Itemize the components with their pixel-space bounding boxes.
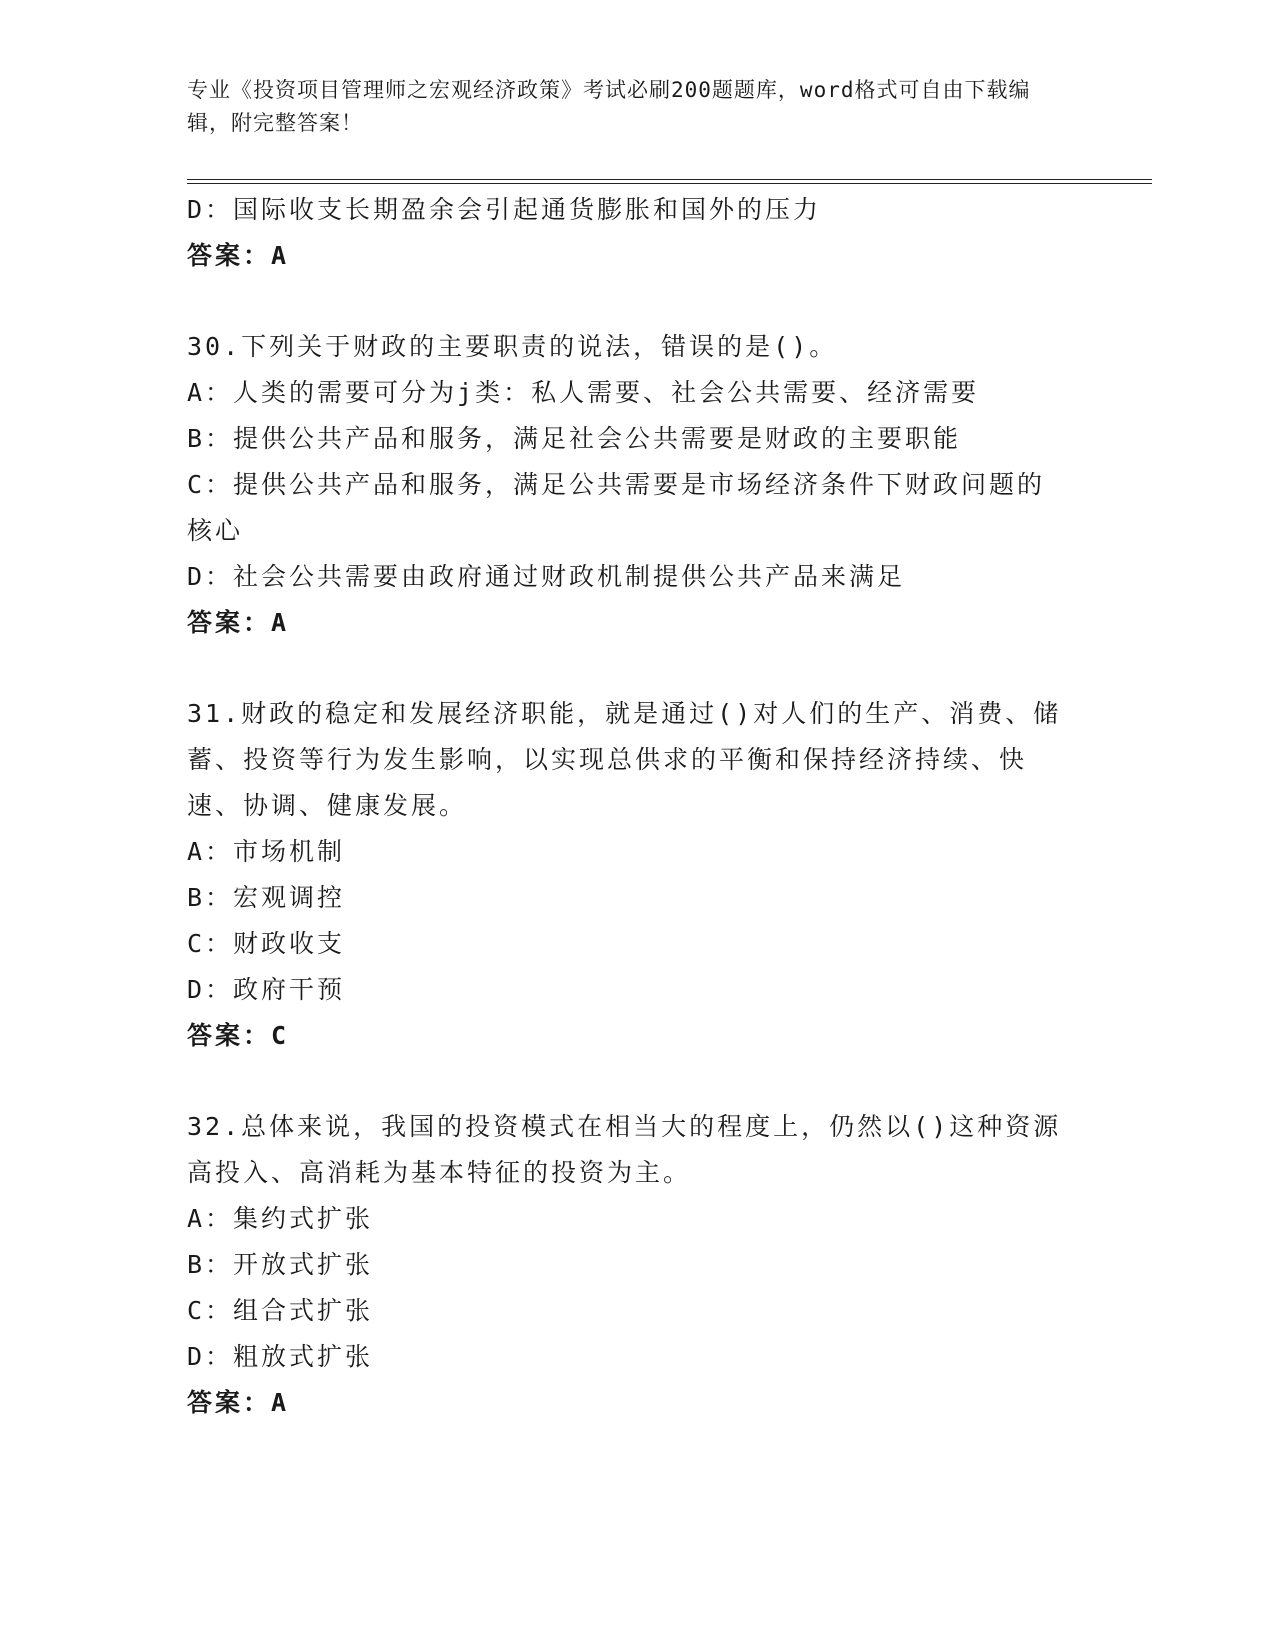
option-a: A：集约式扩张: [187, 1204, 374, 1233]
option-c: C：财政收支: [187, 929, 346, 958]
option-b: B：宏观调控: [187, 883, 346, 912]
option-d: D：粗放式扩张: [187, 1342, 374, 1371]
question-stem: 32.总体来说，我国的投资模式在相当大的程度上，仍然以()这种资源高投入、高消耗为基本特征的投资为主。: [187, 1112, 1062, 1187]
answer: 答案：A: [187, 241, 290, 270]
answer: 答案：C: [187, 1021, 290, 1050]
question-stem: 31.财政的稳定和发展经济职能，就是通过()对人们的生产、消费、储蓄、投资等行为发生影响，以实现总供求的平衡和保持经济持续、快速、协调、健康发展。: [187, 699, 1062, 820]
option-d: D：社会公共需要由政府通过财政机制提供公共产品来满足: [187, 562, 906, 591]
option-b: B：提供公共产品和服务，满足社会公共需要是财政的主要职能: [187, 424, 962, 453]
option-a: A：人类的需要可分为j类：私人需要、社会公共需要、经济需要: [187, 378, 980, 407]
header-divider-second: [187, 183, 1152, 184]
option-d: D：政府干预: [187, 975, 346, 1004]
page-header: 专业《投资项目管理师之宏观经济政策》考试必刷200题题库，word格式可自由下载编辑，附完整答案！: [187, 78, 1031, 135]
option-c: C：提供公共产品和服务，满足公共需要是市场经济条件下财政问题的核心: [187, 470, 1046, 545]
question-list: [187, 187, 1067, 1426]
answer: 答案：A: [187, 608, 290, 637]
option-a: A：市场机制: [187, 837, 346, 866]
answer: 答案：A: [187, 1388, 290, 1417]
question-31: [187, 691, 1067, 1059]
option-c: C：组合式扩张: [187, 1296, 374, 1325]
question-stem: 30.下列关于财政的主要职责的说法，错误的是()。: [187, 332, 838, 361]
option-b: B：开放式扩张: [187, 1250, 374, 1279]
question-30: [187, 324, 1067, 646]
option-d: D：国际收支长期盈余会引起通货膨胀和国外的压力: [187, 195, 822, 224]
question-32: [187, 1104, 1067, 1426]
header-divider: [187, 179, 1152, 180]
